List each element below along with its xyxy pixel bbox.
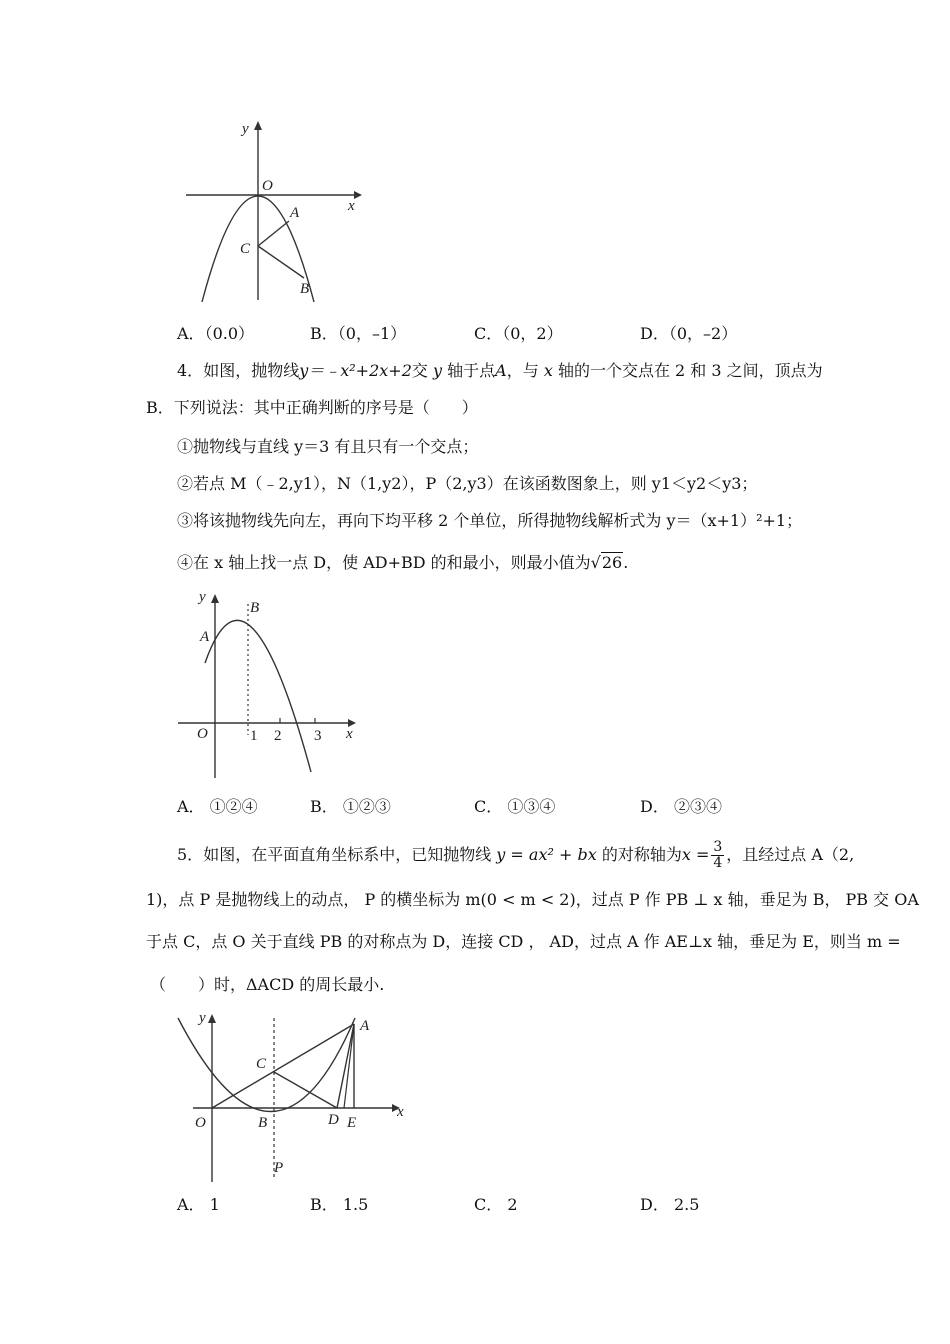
q4-label-y: y	[199, 589, 206, 605]
q4-label-3: 3	[314, 728, 322, 744]
q4-label-1: 1	[250, 728, 258, 744]
q5-figure	[175, 1005, 415, 1185]
q3-label-B: B	[300, 281, 310, 297]
q3-label-y: y	[242, 121, 249, 137]
q4-label-A: A	[200, 629, 210, 645]
q4-option-a[interactable]: A． ①②④	[177, 797, 258, 816]
q5-parabola	[178, 1018, 355, 1112]
q5-label-O: O	[195, 1115, 206, 1131]
q5-segment-CD	[274, 1072, 337, 1108]
q4-option-d[interactable]: D． ②③④	[640, 797, 722, 816]
q5-segment-OA	[212, 1024, 354, 1108]
q4-option-c[interactable]: C． ①③④	[474, 797, 556, 816]
q3-label-C: C	[240, 241, 251, 257]
q4-parabola	[205, 620, 311, 772]
q5-stem-line1: 5．如图，在平面直角坐标系中，已知抛物线 y = ax² + bx 的对称轴为x = $\frac{3}{4}$ ，且经过点 A（2,	[177, 839, 855, 871]
q5-stem-line4: （ ）时，ΔACD 的周长最小.	[150, 975, 385, 994]
q5-label-C: C	[256, 1056, 267, 1072]
q5-label-D: D	[328, 1112, 339, 1128]
q5-fraction: $\frac{3}{4}$	[713, 839, 723, 871]
q4-y-arrow	[211, 594, 219, 603]
q5-option-b[interactable]: B． 1.5	[310, 1195, 369, 1214]
q5-option-d[interactable]: D． 2.5	[640, 1195, 700, 1214]
q3-option-b[interactable]: B．（0，–1）	[310, 324, 407, 343]
q5-option-a[interactable]: A． 1	[177, 1195, 220, 1214]
q5-label-A: A	[360, 1018, 370, 1034]
q3-figure	[180, 115, 380, 310]
q4-label-O: O	[197, 726, 208, 742]
q4-label-B: B	[250, 600, 260, 616]
q3-option-d[interactable]: D．（0，–2）	[640, 324, 738, 343]
q4-statement-2: ②若点 M（﹣2,y1），N（1,y2），P（2,y3）在该函数图象上，则 y1＜y2＜y3；	[177, 474, 758, 493]
q3-label-O: O	[262, 178, 273, 194]
q3-label-A: A	[290, 205, 300, 221]
q5-stem-line2: 1)，点 P 是抛物线上的动点， P 的横坐标为 m(0 < m < 2)，过点 P 作 PB ⊥ x 轴，垂足为 B， PB 交 OA	[146, 890, 919, 909]
q5-label-y: y	[199, 1010, 206, 1026]
q4-option-b[interactable]: B． ①②③	[310, 797, 391, 816]
q5-label-P: P	[274, 1160, 284, 1176]
q3-option-c[interactable]: C．（0，2）	[474, 324, 563, 343]
q4-stem-line2: B．下列说法：其中正确判断的序号是（ ）	[146, 398, 478, 417]
q4-figure	[180, 585, 370, 785]
q4-label-2: 2	[274, 728, 282, 744]
q4-statement-1: ①抛物线与直线 y＝3 有且只有一个交点；	[177, 437, 479, 456]
q3-x-arrow	[354, 191, 362, 199]
q5-stem-line3: 于点 C，点 O 关于直线 PB 的对称点为 D，连接 CD ， AD，过点 A 作 AE⊥x 轴，垂足为 E，则当 m =	[146, 932, 901, 951]
q3-y-arrow	[254, 121, 262, 130]
q3-label-x: x	[348, 198, 355, 214]
q5-label-B: B	[258, 1115, 268, 1131]
q3-segment-CB	[258, 246, 304, 278]
q4-stem-line1: 4．如图，抛物线y＝﹣x²+2x+2交 y 轴于点A，与 x 轴的一个交点在 2 和 3 之间，顶点为	[177, 361, 823, 380]
q3-segment-CA	[258, 221, 289, 246]
q5-y-arrow	[208, 1014, 216, 1023]
q5-label-E: E	[347, 1115, 357, 1131]
q4-sqrt-value: 26	[601, 553, 623, 572]
q5-option-c[interactable]: C． 2	[474, 1195, 518, 1214]
q4-statement-4: ④在 x 轴上找一点 D，使 AD+BD 的和最小，则最小值为√26.	[177, 553, 629, 572]
q3-option-a[interactable]: A．（0.0）	[177, 324, 255, 343]
q4-label-x: x	[346, 726, 353, 742]
q4-statement-3: ③将该抛物线先向左，再向下均平移 2 个单位，所得抛物线解析式为 y＝（x+1）²+1；	[177, 511, 803, 530]
q5-label-x: x	[397, 1104, 404, 1120]
